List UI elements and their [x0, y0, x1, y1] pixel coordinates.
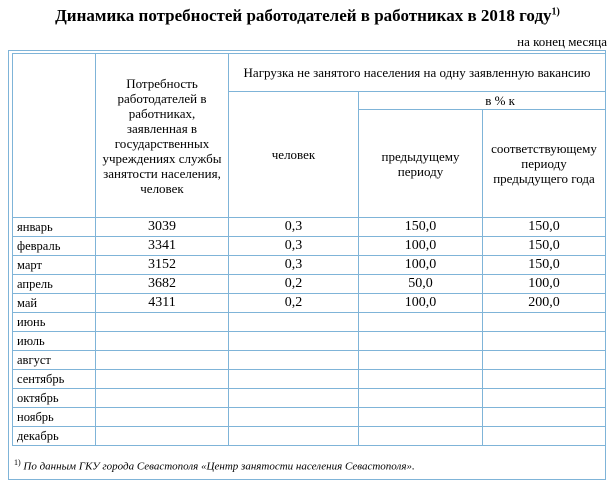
prev-period-cell: 100,0: [359, 294, 483, 313]
month-cell: декабрь: [13, 427, 96, 446]
table-body: [13, 218, 606, 446]
header-demand: Потребность работодателей в работниках, заявленная в государственных учреждениях службы занятости населения, человек: [96, 54, 229, 218]
data-table: [12, 53, 606, 446]
prev-period-cell: 100,0: [359, 256, 483, 275]
prev-period-cell: 50,0: [359, 275, 483, 294]
month-cell: август: [13, 351, 96, 370]
same-period-cell: [483, 313, 606, 332]
month-cell: июнь: [13, 313, 96, 332]
same-period-cell: [483, 389, 606, 408]
prev-period-cell: [359, 389, 483, 408]
persons-cell: [229, 313, 359, 332]
table-row: [13, 294, 606, 313]
header-load: Нагрузка не занятого населения на одну заявленную вакансию: [229, 54, 606, 92]
prev-period-cell: [359, 351, 483, 370]
demand-cell: 3152: [96, 256, 229, 275]
table-row: [13, 218, 606, 237]
persons-cell: 0,2: [229, 275, 359, 294]
prev-period-cell: [359, 427, 483, 446]
header-persons: человек: [229, 92, 359, 218]
persons-cell: 0,3: [229, 237, 359, 256]
header-prev-period: предыдущему периоду: [359, 110, 483, 218]
title-footnote-marker: 1): [551, 6, 560, 18]
table-row: [13, 275, 606, 294]
same-period-cell: 100,0: [483, 275, 606, 294]
table-row: [13, 351, 606, 370]
month-cell: сентябрь: [13, 370, 96, 389]
header-percent: в % к: [359, 92, 606, 110]
prev-period-cell: 150,0: [359, 218, 483, 237]
demand-cell: [96, 427, 229, 446]
month-cell: март: [13, 256, 96, 275]
month-cell: январь: [13, 218, 96, 237]
same-period-cell: 150,0: [483, 256, 606, 275]
page-title: [0, 6, 615, 26]
prev-period-cell: [359, 332, 483, 351]
demand-cell: 4311: [96, 294, 229, 313]
title-text: Динамика потребностей работодателей в работниках в 2018 году: [55, 6, 552, 25]
same-period-cell: [483, 370, 606, 389]
persons-cell: [229, 332, 359, 351]
same-period-cell: [483, 427, 606, 446]
same-period-cell: 150,0: [483, 218, 606, 237]
month-cell: ноябрь: [13, 408, 96, 427]
prev-period-cell: [359, 313, 483, 332]
demand-cell: [96, 389, 229, 408]
persons-cell: [229, 370, 359, 389]
prev-period-cell: [359, 370, 483, 389]
header-same-period: соответствующему периоду предыдущего года: [483, 110, 606, 218]
same-period-cell: [483, 332, 606, 351]
table-row: [13, 389, 606, 408]
footnote-marker: 1): [14, 458, 21, 467]
prev-period-cell: 100,0: [359, 237, 483, 256]
same-period-cell: [483, 351, 606, 370]
header-corner-cell: [13, 54, 96, 218]
table-row: [13, 256, 606, 275]
same-period-cell: [483, 408, 606, 427]
table-row: [13, 408, 606, 427]
month-cell: апрель: [13, 275, 96, 294]
persons-cell: [229, 427, 359, 446]
month-cell: июль: [13, 332, 96, 351]
demand-cell: [96, 332, 229, 351]
footnote-text: По данным ГКУ города Севастополя «Центр занятости населения Севастополя».: [20, 460, 415, 473]
table-row: [13, 427, 606, 446]
subtitle: на конец месяца: [517, 34, 607, 49]
demand-cell: [96, 370, 229, 389]
table-row: [13, 237, 606, 256]
prev-period-cell: [359, 408, 483, 427]
demand-cell: [96, 313, 229, 332]
demand-cell: 3039: [96, 218, 229, 237]
same-period-cell: 150,0: [483, 237, 606, 256]
persons-cell: [229, 408, 359, 427]
persons-cell: [229, 389, 359, 408]
persons-cell: 0,3: [229, 256, 359, 275]
demand-cell: 3682: [96, 275, 229, 294]
persons-cell: [229, 351, 359, 370]
month-cell: октябрь: [13, 389, 96, 408]
demand-cell: 3341: [96, 237, 229, 256]
table-row: [13, 370, 606, 389]
demand-cell: [96, 408, 229, 427]
month-cell: май: [13, 294, 96, 313]
table-row: [13, 313, 606, 332]
footnote: [14, 458, 415, 473]
persons-cell: 0,2: [229, 294, 359, 313]
same-period-cell: 200,0: [483, 294, 606, 313]
table-row: [13, 332, 606, 351]
month-cell: февраль: [13, 237, 96, 256]
persons-cell: 0,3: [229, 218, 359, 237]
demand-cell: [96, 351, 229, 370]
